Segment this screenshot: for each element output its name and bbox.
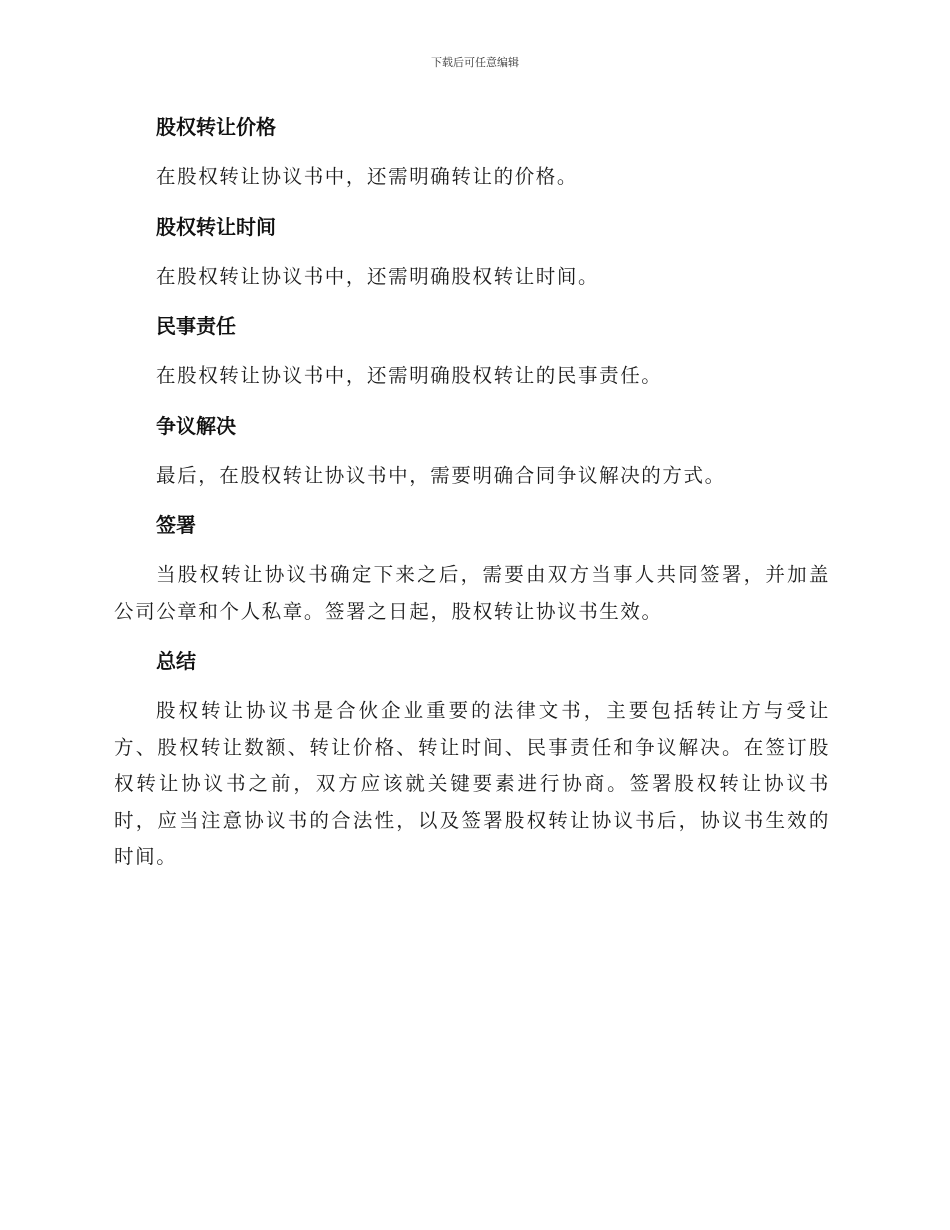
section-paragraph-transfer-price: 在股权转让协议书中，还需明确转让的价格。: [156, 165, 579, 188]
document-body: [114, 110, 830, 876]
section-paragraph-civil-liability: 在股权转让协议书中，还需明确股权转让的民事责任。: [156, 364, 663, 387]
section-paragraph-transfer-time: 在股权转让协议书中，还需明确股权转让时间。: [156, 264, 600, 288]
section-heading-dispute-resolution: 争议解决: [156, 413, 236, 438]
section-heading-civil-liability: 民事责任: [156, 314, 236, 338]
section-heading-signing: 签署: [156, 513, 196, 537]
section-paragraph-signing: 当股权转让协议书确定下来之后，需要由双方当事人共同签署，并加盖公司公章和个人私章。签署之日起，股权转让协议书生效。: [114, 563, 830, 623]
section-paragraph-summary: 股权转让协议书是合伙企业重要的法律文书，主要包括转让方与受让方、股权转让数额、转让价格、转让时间、民事责任和争议解决。在签订股权转让协议书之前，双方应该就关键要素进行协商。签署股权转让协议书时，应当注意协议书的合法性，以及签署股权转让协议书后，协议书生效的时间。: [114, 699, 830, 868]
section-heading-summary: 总结: [156, 649, 196, 673]
page-header: 下载后可任意编辑: [431, 56, 519, 69]
section-heading-transfer-price: 股权转让价格: [156, 115, 276, 139]
section-paragraph-dispute-resolution: 最后，在股权转让协议书中，需要明确合同争议解决的方式。: [156, 463, 726, 487]
section-heading-transfer-time: 股权转让时间: [156, 214, 276, 239]
